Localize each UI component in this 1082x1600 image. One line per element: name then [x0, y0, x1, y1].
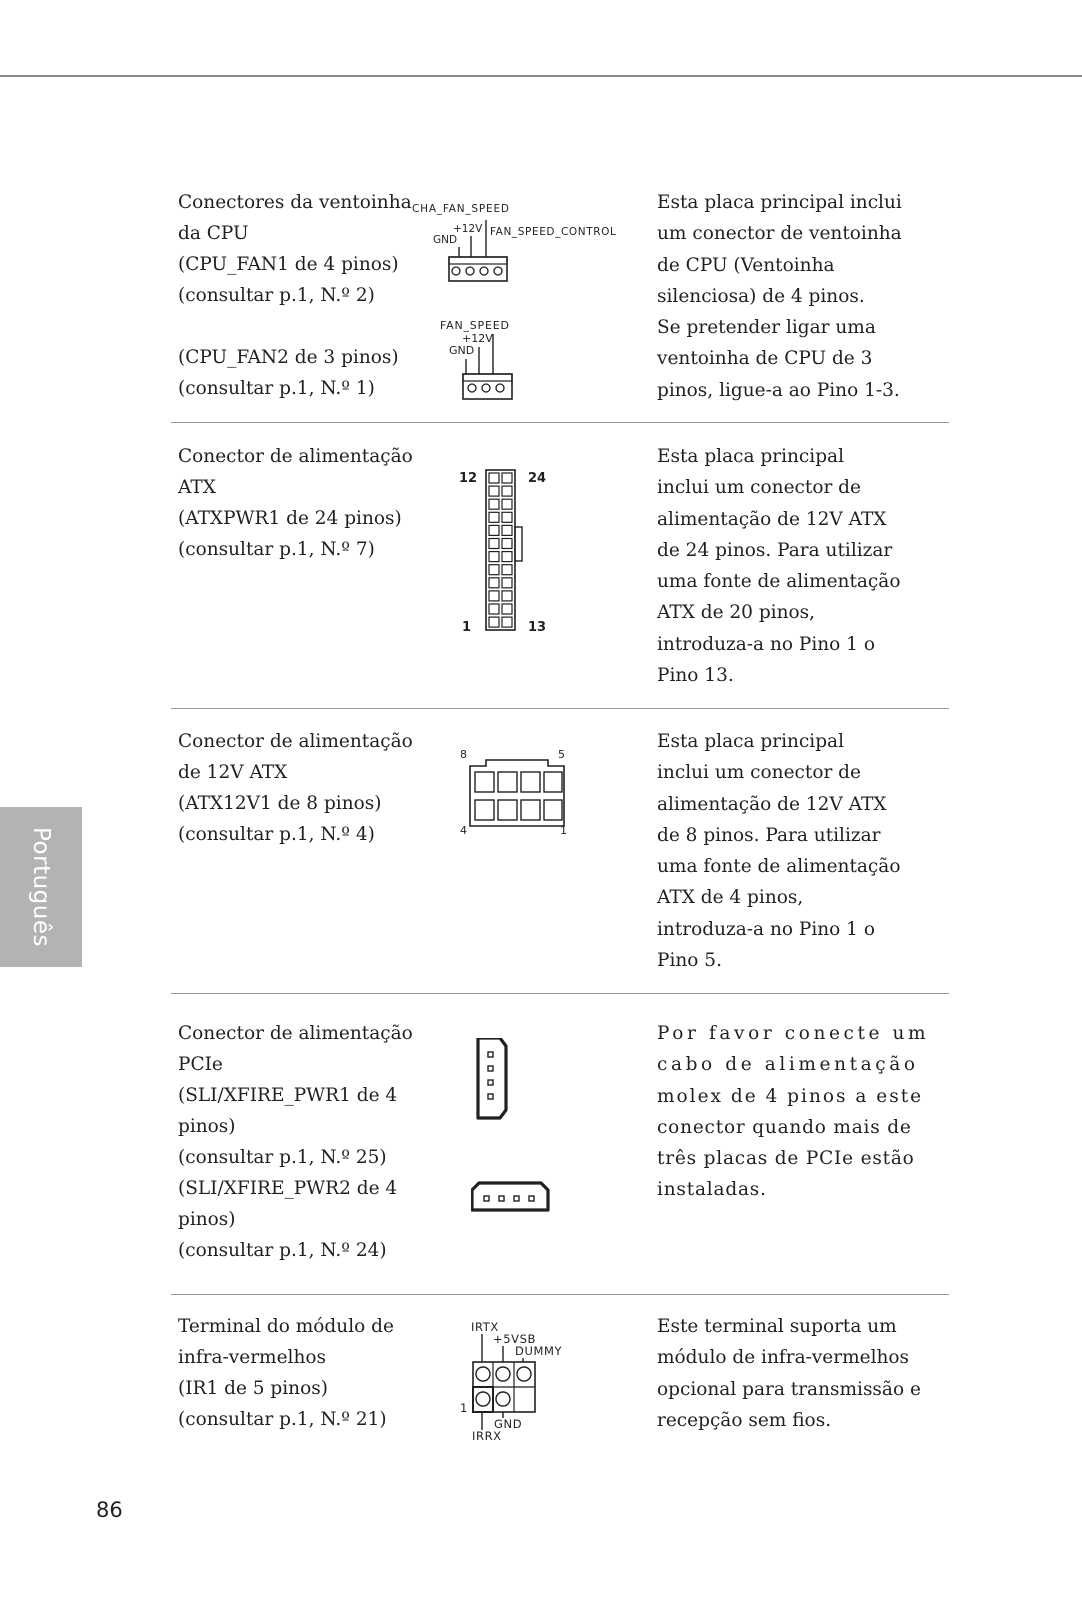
row-pcie-power-description: [657, 1018, 930, 1206]
cpu-fan-connector-diagram: [411, 201, 651, 401]
text-line: Esta placa principal: [657, 731, 844, 752]
row-ir-module: [171, 1311, 949, 1441]
pin-cell: [489, 499, 499, 509]
text-line: alimentação de 12V ATX: [657, 508, 887, 530]
text-line: inclui um conector de: [657, 477, 861, 499]
row-atx-power-description: [657, 441, 919, 691]
text-line: (IR1 de 5 pinos): [178, 1378, 328, 1399]
text-line: Por favor conecte um: [657, 1023, 930, 1044]
text-line: Terminal do módulo de: [178, 1316, 394, 1337]
pin-label: 4: [460, 824, 467, 837]
pcie-molex-connector-diagram: [471, 1038, 571, 1238]
pin-cell: [502, 512, 512, 522]
pin-label: 1: [560, 824, 567, 837]
pin-cell: [502, 552, 512, 562]
text-line: ATX de 20 pinos,: [657, 602, 816, 624]
text-line: módulo de infra-vermelhos: [657, 1347, 910, 1369]
text-line: infra-vermelhos: [178, 1347, 326, 1368]
text-line: (consultar p.1, N.º 25): [178, 1147, 387, 1168]
pin-label: 1: [462, 620, 472, 635]
text-line: recepção sem fios.: [657, 1409, 832, 1431]
pin-label: 12: [459, 471, 478, 486]
text-line: introduza-a no Pino 1 o: [657, 633, 875, 655]
pin-cell: [502, 473, 512, 483]
text-line: Conector de alimentação: [178, 446, 413, 467]
pin-label: +12V: [462, 332, 493, 345]
text-line: (consultar p.1, N.º 7): [178, 539, 375, 560]
text-line: PCIe: [178, 1054, 223, 1075]
text-line: (consultar p.1, N.º 4): [178, 824, 375, 845]
text-line: Conectores da ventoinha: [178, 192, 412, 213]
pin-cell: [502, 499, 512, 509]
text-line: silenciosa) de 4 pinos.: [657, 285, 865, 307]
language-tab-label: Português: [28, 827, 54, 947]
pin-cell: [489, 565, 499, 575]
atx12v-8pin-connector-diagram: [456, 746, 586, 846]
pin-cell: [502, 617, 512, 627]
pin-label: FAN_SPEED_CONTROL: [490, 226, 617, 238]
row-ir-module-title: [178, 1311, 413, 1435]
text-line: (consultar p.1, N.º 1): [178, 378, 375, 399]
pin-cell: [489, 525, 499, 535]
text-line: Esta placa principal inclui: [657, 192, 902, 213]
pin-cell: [489, 473, 499, 483]
pin-cell: [502, 578, 512, 588]
ir-module-header-diagram: [456, 1320, 586, 1446]
text-line: uma fonte de alimentação: [657, 571, 901, 593]
text-line: (CPU_FAN1 de 4 pinos): [178, 254, 399, 275]
row-atx12v-power: [171, 726, 949, 994]
text-line: pinos, ligue-a ao Pino 1-3.: [657, 379, 900, 401]
text-line: instaladas.: [657, 1179, 767, 1201]
pin-cell: [489, 552, 499, 562]
pin-label: 5: [558, 748, 565, 761]
text-line: Pino 13.: [657, 665, 734, 687]
pin-label: GND: [449, 344, 475, 357]
text-line: Pino 5.: [657, 950, 722, 972]
row-atx12v-power-description: [657, 726, 919, 976]
pin-label: 8: [460, 748, 467, 761]
text-line: conector quando mais de: [657, 1116, 912, 1138]
text-line: opcional para transmissão e: [657, 1378, 921, 1400]
pin-cell: [502, 565, 512, 575]
text-line: da CPU: [178, 223, 249, 244]
pin-label: IRRX: [472, 1429, 502, 1443]
pin-label: FAN_SPEED: [440, 319, 510, 332]
pin-grid: [475, 772, 562, 820]
text-line: de 12V ATX: [178, 762, 288, 783]
text-line: (consultar p.1, N.º 24): [178, 1240, 387, 1261]
text-line: de CPU (Ventoinha: [657, 254, 835, 276]
text-line: Se pretender ligar uma: [657, 317, 876, 339]
text-line: (consultar p.1, N.º 21): [178, 1409, 387, 1430]
pin-cell: [489, 539, 499, 549]
row-cpu-fan: [171, 187, 949, 423]
text-line: (CPU_FAN2 de 3 pinos): [178, 347, 399, 368]
pin-label: GND: [494, 1417, 523, 1431]
text-line: ventoinha de CPU de 3: [657, 348, 873, 370]
row-ir-module-description: [657, 1311, 919, 1436]
row-atx-power: [171, 441, 949, 709]
text-line: [178, 311, 413, 342]
page-number: 86: [96, 1498, 123, 1522]
text-line: inclui um conector de: [657, 762, 861, 784]
row-cpu-fan-description: [657, 187, 919, 406]
atx-24pin-connector-diagram: [456, 464, 576, 639]
row-atx12v-power-title: [178, 726, 413, 850]
pin-label: IRTX: [471, 1320, 499, 1334]
pin-label: 1: [460, 1401, 468, 1415]
pin-cell: [489, 486, 499, 496]
text-line: Esta placa principal: [657, 446, 844, 467]
pin-cell: [502, 604, 512, 614]
pin-grid: [489, 473, 512, 627]
pin-label: 24: [528, 471, 547, 486]
pin-label: GND: [433, 234, 458, 246]
text-line: (ATXPWR1 de 24 pinos): [178, 508, 402, 529]
text-line: molex de 4 pinos a este: [657, 1085, 924, 1107]
pin-label: +5VSB: [493, 1332, 537, 1346]
pin-label: +12V: [453, 223, 483, 235]
text-line: uma fonte de alimentação: [657, 856, 901, 878]
language-tab: [0, 807, 82, 967]
text-line: (SLI/XFIRE_PWR1 de 4: [178, 1085, 398, 1106]
row-atx-power-title: [178, 441, 413, 565]
text-line: ATX de 4 pinos,: [657, 887, 804, 909]
text-line: três placas de PCIe estão: [657, 1148, 915, 1170]
text-line: alimentação de 12V ATX: [657, 793, 887, 815]
text-line: Conector de alimentação: [178, 731, 413, 752]
text-line: pinos): [178, 1209, 236, 1230]
text-line: cabo de alimentação: [657, 1054, 919, 1076]
top-rule: [0, 75, 1082, 77]
text-line: ATX: [178, 477, 216, 498]
text-line: (SLI/XFIRE_PWR2 de 4: [178, 1178, 398, 1199]
pin-label: 13: [528, 620, 547, 635]
row-pcie-power: [171, 1018, 949, 1295]
pin-cell: [489, 512, 499, 522]
pin-cell: [489, 591, 499, 601]
text-line: de 8 pinos. Para utilizar: [657, 824, 881, 846]
row-pcie-power-title: [178, 1018, 413, 1266]
text-line: (ATX12V1 de 8 pinos): [178, 793, 382, 814]
row-cpu-fan-title: [178, 187, 413, 404]
text-line: Conector de alimentação: [178, 1023, 413, 1044]
pin-cell: [502, 525, 512, 535]
text-line: (consultar p.1, N.º 2): [178, 285, 375, 306]
pin-label: CHA_FAN_SPEED: [412, 203, 510, 215]
text-line: introduza-a no Pino 1 o: [657, 918, 875, 940]
pin-cell: [502, 591, 512, 601]
pin-cell: [489, 617, 499, 627]
pin-cell: [489, 604, 499, 614]
pin-cell: [489, 578, 499, 588]
text-line: um conector de ventoinha: [657, 223, 902, 245]
pin-cell: [502, 539, 512, 549]
pin-label: DUMMY: [515, 1344, 563, 1358]
text-line: Este terminal suporta um: [657, 1316, 897, 1337]
text-line: de 24 pinos. Para utilizar: [657, 539, 893, 561]
text-line: pinos): [178, 1116, 236, 1137]
pin-cell: [502, 486, 512, 496]
